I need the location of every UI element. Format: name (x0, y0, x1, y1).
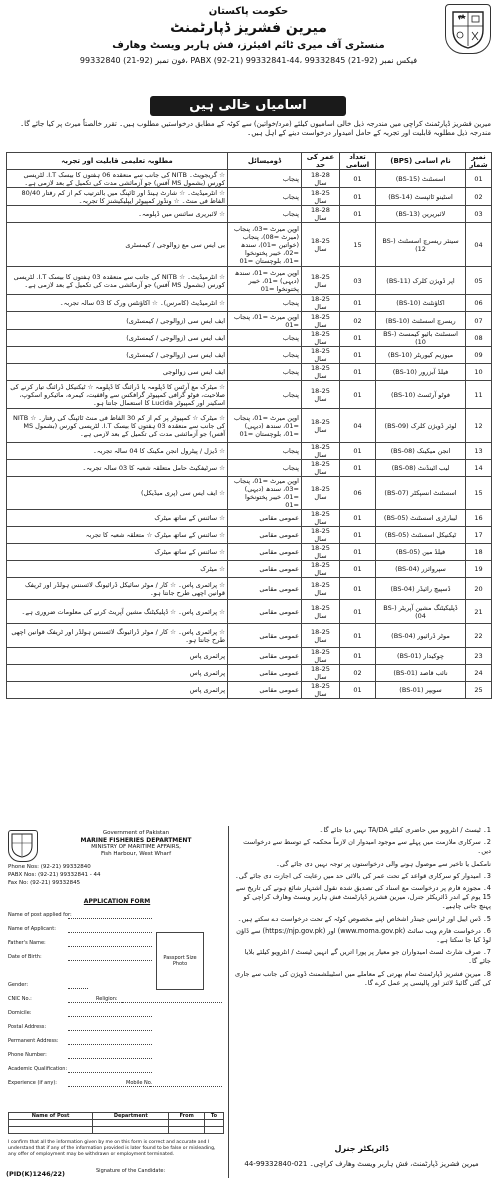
table-cell: 18-25 سال (302, 578, 340, 600)
table-row (7, 600, 492, 624)
table-cell: 01 (340, 527, 376, 544)
table-cell: 16 (466, 510, 492, 527)
table-cell: چوکیدار (BS-01) (376, 648, 466, 665)
column-header: تعداد اسامی (340, 153, 376, 170)
table-cell: 01 (340, 170, 376, 188)
table-cell: فیلڈ آبزرور (BS-10) (376, 364, 466, 381)
table-cell: 08 (466, 330, 492, 347)
instruction-item: 3۔ امیدوار کو سرکاری قواعد کے تحت عمر کی بالائی حد میں رعایت کی اجازت دی جائے گی۔ (234, 871, 491, 880)
table-cell: ☆ انٹرمیڈیٹ (کامرس)۔ ☆ اکاؤنٹس ورک کا 03 سالہ تجربہ۔ (7, 295, 228, 312)
table-cell: 01 (340, 443, 376, 460)
table-cell: عمومی مقامی (228, 648, 302, 665)
table-row (7, 624, 492, 648)
column-header: ڈومیسائل (228, 153, 302, 170)
table-cell: اوپن میرٹ =01، پنجاب =03، سندھ (دیہی) =01، خیبر پختونخوا =01 (228, 477, 302, 510)
form-field-label: Academic Qualification: (8, 1066, 68, 1072)
form-ministry: MINISTRY OF MARITIME AFFAIRS, (91, 844, 181, 850)
table-row (7, 170, 492, 188)
table-cell: 01 (340, 460, 376, 477)
table-cell: پنجاب (228, 443, 302, 460)
table-cell: ☆ ڈیزل / پیٹرول انجن مکینک کا 04 سالہ تجربہ۔ (7, 443, 228, 460)
table-cell: 05 (466, 267, 492, 295)
table-cell: 18-25 سال (302, 527, 340, 544)
table-cell: ☆ سائنس کے ساتھ میٹرک (7, 510, 228, 527)
table-row (7, 527, 492, 544)
form-dept: MARINE FISHERIES DEPARTMENT (80, 837, 192, 844)
director-general-title: ڈائریکٹر جنرل (334, 1144, 389, 1153)
table-row (7, 188, 492, 206)
table-row (7, 578, 492, 600)
table-cell: 18-25 سال (302, 600, 340, 624)
vacancies-table (6, 152, 492, 699)
table-cell: اوپن میرٹ =01، سندھ (دیہی) =01، خیبر پختونخوا =01 (228, 267, 302, 295)
instruction-item: نامکمل یا تاخیر سے موصول ہونے والی درخواستوں پر توجہ نہیں دی جائے گی۔ (275, 859, 491, 868)
govt-title: حکومت پاکستان (208, 6, 289, 17)
column-header: نمبر شمار (466, 153, 492, 170)
table-row[interactable] (9, 1127, 224, 1134)
table-cell: ایف ایس سی (زوالوجی / کیمسٹری) (7, 347, 228, 364)
table-row (7, 206, 492, 223)
table-cell: ☆ پرائمری پاس۔ ☆ کار / موٹر ڈرائیونگ لائسنس ہولڈر اور ٹریفک قوانین اچھی طرح جانتا ہو۔ (7, 624, 228, 648)
table-cell: پنجاب (228, 206, 302, 223)
table-cell: 01 (466, 170, 492, 188)
table-cell: عمومی مقامی (228, 624, 302, 648)
table-cell: پنجاب (228, 364, 302, 381)
table-cell: 18-25 سال (302, 561, 340, 578)
table-cell: ایف ایس سی (زوالوجی / کیمسٹری) (7, 330, 228, 347)
table-cell: 24 (466, 665, 492, 682)
table-row (7, 295, 492, 312)
form-field-line[interactable] (68, 1044, 152, 1045)
table-row (7, 544, 492, 561)
table-cell: سپروائزر (BS-04) (376, 561, 466, 578)
form-fax: Fax No: (92-21) 99332845 (8, 880, 81, 886)
form-phone: Phone Nos: (92-21) 99332840 (8, 864, 91, 870)
table-cell: 01 (340, 578, 376, 600)
table-cell: 18-25 سال (302, 347, 340, 364)
religion-line[interactable] (122, 1002, 222, 1003)
table-cell: موٹر ڈرائیور (BS-04) (376, 624, 466, 648)
table-cell: 02 (340, 665, 376, 682)
table-row (7, 312, 492, 330)
pid-number: (PID(K)1246/22) (6, 1170, 66, 1178)
column-header: مطلوبہ تعلیمی قابلیت اور تجربہ (7, 153, 228, 170)
application-form (6, 826, 229, 1178)
table-cell: 09 (466, 347, 492, 364)
table-cell: عمومی مقامی (228, 527, 302, 544)
table-cell: پرائمری پاس (7, 648, 228, 665)
table-row (7, 443, 492, 460)
table-cell: نائب قاصد (BS-01) (376, 665, 466, 682)
table-cell: عمومی مقامی (228, 600, 302, 624)
form-field-line[interactable] (68, 946, 152, 947)
table-cell: اسسٹنٹ بائیو کیمسٹ (BS-10) (376, 330, 466, 347)
form-location: Fish Harbour, West Wharf (100, 851, 172, 857)
table-cell: 18-25 سال (302, 381, 340, 409)
table-cell: 01 (340, 544, 376, 561)
table-cell: لیب اٹینڈنٹ (BS-08) (376, 460, 466, 477)
table-cell: 18-25 سال (302, 544, 340, 561)
column-header: نام اسامی (BPS) (376, 153, 466, 170)
form-field-line[interactable] (68, 960, 152, 961)
table-cell: اسسٹنٹ انسپکٹر (BS-07) (376, 477, 466, 510)
instruction-item: 2۔ سرکاری ملازمت میں پہلے سے موجود امیدوار ان لازماً محکمہ کے توسط سے درخواست دیں۔ (243, 838, 491, 856)
form-govt: Government of Pakistan (102, 830, 170, 836)
column-header: To (204, 1113, 223, 1120)
table-row (7, 510, 492, 527)
table-cell: عمومی مقامی (228, 544, 302, 561)
lower-section (6, 826, 491, 1178)
table-cell: 18-25 سال (302, 682, 340, 699)
table-cell: ٹیکنیکل اسسٹنٹ (BS-05) (376, 527, 466, 544)
table-cell: لوئر ڈویژن کلرک (BS-09) (376, 409, 466, 443)
table-cell: 03 (466, 206, 492, 223)
form-field-label: Postal Address: (8, 1024, 47, 1030)
table-row (7, 665, 492, 682)
table-cell: اکاؤنٹنٹ (BS-10) (376, 295, 466, 312)
table-cell: 18-25 سال (302, 665, 340, 682)
table-row (7, 223, 492, 267)
table-cell: ☆ میٹرک مع آرٹس کا ڈپلومہ یا ڈرائنگ کا ڈپلومہ ☆ ٹیکنیکل ڈرائنگ تیار کرنے کی صلاحیت، فوٹو گرافی کمپیوٹر گرافکس سے واقفیت، کیمرہ، مائیکرو اسکوپ، اسکینر اور کمپیوٹر Lucida کا استعمال جانتا ہو۔ (7, 381, 228, 409)
table-cell: ☆ سرٹیفکیٹ حامل متعلقہ شعبہ کا 03 سالہ تجربہ۔ (7, 460, 228, 477)
table-cell: 18-25 سال (302, 188, 340, 206)
table-cell: پنجاب (228, 170, 302, 188)
table-cell: پنجاب (228, 188, 302, 206)
table-row (7, 347, 492, 364)
table-cell: عمومی مقامی (228, 682, 302, 699)
mobile-line[interactable] (150, 1086, 222, 1087)
table-cell: ڈپلیکیٹنگ مشین آپریٹر (BS-04) (376, 600, 466, 624)
table-cell: سینئر ریسرچ اسسٹنٹ (BS-12) (376, 223, 466, 267)
table-cell: 01 (340, 347, 376, 364)
table-cell: 18-25 سال (302, 443, 340, 460)
form-field-label: Gender: (8, 982, 29, 988)
column-header: Department (93, 1113, 169, 1120)
table-cell: ریسرچ اسسٹنٹ (BS-10) (376, 312, 466, 330)
table-cell: پرائمری پاس (7, 665, 228, 682)
instructions-list (232, 826, 491, 988)
instruction-item: 5۔ ڈس ایبل اور ٹرانس جینڈر اشخاص اپنے مخصوص کوٹہ کے تحت درخواست دے سکتے ہیں۔ (237, 914, 491, 923)
table-cell: 17 (466, 527, 492, 544)
form-field-line[interactable] (68, 1016, 152, 1017)
table-cell: 01 (340, 600, 376, 624)
table-cell: عمومی مقامی (228, 510, 302, 527)
table-header-row (7, 153, 492, 170)
instruction-item: 8۔ میرین فشریز ڈپارٹمنٹ تمام بھرتی کے معاملے میں اسٹیبلشمنٹ ڈویژن کی جانب سے جاری کی گئی گائیڈ لائنز اور پالیسی پر عمل کرے گا۔ (234, 969, 491, 987)
form-field-label: Father's Name: (8, 940, 46, 946)
intro-text: میرین فشریز ڈپارٹمنٹ کراچی میں مندرجہ ذیل خالی اسامیوں کیلئے (مرد/خواتین) سے کوٹہ کے مطابق درخواستیں مطلوب ہیں۔ تقرر خالصتاً میرٹ پر کیا جائے گا۔ مندرجہ ذیل مطلوبہ قابلیت اور تجربہ کے حامل امیدوار درخواست دینے کے اہل ہیں۔ (20, 120, 491, 137)
table-cell: ☆ گریجویٹ۔ NITB کی جانب سے منعقدہ 06 ہفتوں کا بیسک I.T. لٹریسی کورس (بشمول MS آفس) جو آزمائشی مدت کی تکمیل کے بعد لازمی ہے۔ (7, 170, 228, 188)
table-cell: پرائمری پاس (7, 682, 228, 699)
department-title: میرین فشریز ڈپارٹمنٹ (170, 20, 327, 36)
form-field-line[interactable] (68, 932, 152, 933)
table-cell: 01 (340, 648, 376, 665)
table-cell: 14 (466, 460, 492, 477)
table-cell: 01 (340, 624, 376, 648)
column-header: عمر کی حد (302, 153, 340, 170)
table-cell: ایف ایس سی زوالوجی (7, 364, 228, 381)
table-cell: 20 (466, 578, 492, 600)
table-cell: ☆ سائنس کے ساتھ میٹرک ☆ متعلقہ شعبہ کا تجربہ (7, 527, 228, 544)
form-pabx: PABX Nos: (92-21) 99332841 - 44 (8, 872, 101, 878)
form-field-line[interactable] (68, 1086, 152, 1087)
form-field-label: Date of Birth: (8, 954, 42, 960)
table-cell: 18-25 سال (302, 364, 340, 381)
table-cell: ☆ سائنس کے ساتھ میٹرک (7, 544, 228, 561)
table-cell: 03 (340, 267, 376, 295)
ministry-line: منسٹری آف میری ٹائم افیئرز، فش ہاربر ویسٹ وھارف (112, 40, 385, 51)
table-cell: ☆ پرائمری پاس۔ ☆ ڈپلیکیٹنگ مشین آپریٹ کرنے کی معلومات ضروری ہے۔ (7, 600, 228, 624)
signoff-address: میرین فشریز ڈپارٹمنٹ، فش ہاربر ویسٹ وھارف کراچی۔ 021-99332840-44 (244, 1160, 479, 1168)
table-cell: 18-25 سال (302, 267, 340, 295)
column-header: Name of Post (9, 1113, 93, 1120)
table-cell: 19 (466, 561, 492, 578)
experience-table (8, 1112, 224, 1134)
form-field-line[interactable] (68, 1058, 152, 1059)
table-cell: 18 (466, 544, 492, 561)
table-cell: ☆ پرائمری پاس۔ ☆ کار / موٹر سائیکل ڈرائیونگ لائسنس ہولڈر اور ٹریفک قوانین اچھی طرح جانتا ہو۔ (7, 578, 228, 600)
form-field-label: Permanent Address: (8, 1038, 59, 1044)
photo-box[interactable] (156, 932, 204, 990)
table-cell: 18-25 سال (302, 460, 340, 477)
form-field-label: Name of post applied for: (8, 912, 72, 918)
table-cell: ☆ لائبریری سائنس میں ڈپلومہ۔ (7, 206, 228, 223)
table-cell: 02 (466, 188, 492, 206)
table-cell: عمومی مقامی (228, 578, 302, 600)
table-cell: پنجاب (228, 460, 302, 477)
table-cell: پنجاب (228, 381, 302, 409)
table-cell: 01 (340, 330, 376, 347)
table-cell: 01 (340, 188, 376, 206)
form-field-label: Domicile: (8, 1010, 32, 1016)
table-cell: 12 (466, 409, 492, 443)
table-row (7, 330, 492, 347)
table-cell: 23 (466, 648, 492, 665)
table-cell: 18-25 سال (302, 223, 340, 267)
table-cell: 01 (340, 381, 376, 409)
table-cell: 18-25 سال (302, 648, 340, 665)
table-cell: فیلڈ مین (BS-05) (376, 544, 466, 561)
table-cell: میوزیم کیوریٹر (BS-10) (376, 347, 466, 364)
table-cell: 25 (466, 682, 492, 699)
table-cell: 01 (340, 510, 376, 527)
table-cell: اوپن میرٹ =01، پنجاب =01 (228, 312, 302, 330)
table-cell: عمومی مقامی (228, 665, 302, 682)
table-row (7, 477, 492, 510)
table-cell: 07 (466, 312, 492, 330)
instruction-item: 1۔ ٹیسٹ / انٹرویو میں حاضری کیلئے TA/DA نہیں دیا جائے گا۔ (319, 826, 491, 834)
state-emblem-small-icon (8, 830, 38, 862)
table-cell: 01 (340, 561, 376, 578)
table-cell: اپر ڈویژن کلرک (BS-11) (376, 267, 466, 295)
experience-header-row (9, 1113, 224, 1120)
table-cell: 15 (340, 223, 376, 267)
table-cell: پنجاب (228, 330, 302, 347)
table-cell: 18-25 سال (302, 330, 340, 347)
header (0, 0, 497, 96)
table-cell: لیبارٹری اسسٹنٹ (BS-05) (376, 510, 466, 527)
table-cell: سویپر (BS-01) (376, 682, 466, 699)
table-row (7, 460, 492, 477)
form-field-label: Phone Number: (8, 1052, 47, 1058)
table-row (7, 409, 492, 443)
table-cell: 18-25 سال (302, 312, 340, 330)
form-field-line[interactable] (68, 1072, 152, 1073)
table-cell: 18-25 سال (302, 409, 340, 443)
form-field-label: Experience (if any): (8, 1080, 57, 1086)
table-cell: ☆ انٹرمیڈیٹ۔ ☆ NITB کی جانب سے منعقدہ 03 ہفتوں کا بیسک I.T. لٹریسی کورس (بشمول MS آفس) جو آزمائشی مدت کی تکمیل کے بعد لازمی ہے۔ (7, 267, 228, 295)
table-cell: 18-25 سال (302, 295, 340, 312)
column-header: From (169, 1113, 205, 1120)
table-cell: پنجاب (228, 347, 302, 364)
form-field-label: CNIC No.: (8, 996, 32, 1002)
table-cell: 01 (340, 206, 376, 223)
table-cell: 18-28 سال (302, 206, 340, 223)
instructions-column (232, 826, 491, 1178)
table-cell: 06 (466, 295, 492, 312)
form-field-line[interactable] (68, 988, 88, 989)
table-cell: اوپن میرٹ =01، پنجاب =01، سندھ (دیہی) =01، بلوچستان =01 (228, 409, 302, 443)
table-cell: اسسٹنٹ (BS-15) (376, 170, 466, 188)
table-cell: 01 (340, 682, 376, 699)
table-cell: 18-25 سال (302, 477, 340, 510)
religion-label: Religion: (96, 996, 118, 1002)
table-cell: عمومی مقامی (228, 561, 302, 578)
table-row (7, 682, 492, 699)
table-cell: 11 (466, 381, 492, 409)
table-cell: ایف ایس سی (زوالوجی / کیمسٹری) (7, 312, 228, 330)
table-row (7, 267, 492, 295)
table-row (7, 561, 492, 578)
signature-label: Signature of the Candidate: (96, 1168, 166, 1174)
form-field-line[interactable] (68, 918, 152, 919)
table-cell: لائبریرین (BS-13) (376, 206, 466, 223)
form-title: APPLICATION FORM (83, 898, 151, 905)
instruction-item: 4۔ مجوزہ فارم پر درخواست مع اسناد کی تصدیق شدہ نقول اشتہار شائع ہونے کی تاریخ سے 15 یوم کے اندر ڈائریکٹر جنرل، میرین فشریز ڈپارٹمنٹ فش ہاربر ویسٹ وھارف کراچی کو پہنچ جانی چاہیے۔ (235, 884, 491, 911)
phone-line: فون نمبر (92-21) 99332840، PABX (92-21) 99332841-44، فیکس نمبر (92-21) 99332845 (79, 56, 418, 65)
table-cell: فوٹو آرٹسٹ (BS-10) (376, 381, 466, 409)
table-cell: انجن میکینک (BS-08) (376, 443, 466, 460)
table-cell: 01 (340, 364, 376, 381)
table-cell: بی ایس سی مع زوالوجی / کیمسٹری (7, 223, 228, 267)
vacancies-banner: اسامیاں خالی ہیں (150, 96, 346, 116)
table-cell: ڈسپیچ رائیڈر (BS-04) (376, 578, 466, 600)
table-row[interactable] (9, 1120, 224, 1127)
instruction-item: 6۔ درخواست فارم ویب سائٹ (www.moma.gov.pk) اور (https://njp.gov.pk) سے ڈاؤن لوڈ کیا جا سکتا ہے۔ (236, 926, 491, 945)
photo-label: Passport Size Photo (163, 955, 197, 967)
table-cell: ☆ ایف ایس سی (پری میڈیکل) (7, 477, 228, 510)
table-cell: 01 (340, 295, 376, 312)
table-row (7, 648, 492, 665)
table-cell: 21 (466, 600, 492, 624)
form-field-label: Name of Applicant: (8, 926, 56, 932)
mobile-label: Mobile No. (126, 1080, 153, 1086)
table-cell: 18-25 سال (302, 510, 340, 527)
declaration-text: I confirm that all the information given by me on this form is correct and accurate and I understand that if any of the information provided is later found to be false or misleading, any offer of employment may be withdrawn or employment terminated. (8, 1140, 216, 1157)
table-cell: ☆ میٹرک (7, 561, 228, 578)
table-cell: 10 (466, 364, 492, 381)
table-row (7, 364, 492, 381)
table-cell: ☆ انٹرمیڈیٹ۔ ☆ شارٹ ہینڈ اور ٹائپنگ میں بالترتیب کم از کم رفتار 80/40 الفاظ فی منٹ۔ ☆ ونڈوز کمپیوٹر ایپلیکیشنز کا تجربہ۔ (7, 188, 228, 206)
table-cell: 15 (466, 477, 492, 510)
table-cell: 04 (340, 409, 376, 443)
table-cell: 22 (466, 624, 492, 648)
table-row (7, 381, 492, 409)
table-cell: 18-25 سال (302, 624, 340, 648)
table-cell: 06 (340, 477, 376, 510)
table-cell: 04 (466, 223, 492, 267)
table-cell: 18-28 سال (302, 170, 340, 188)
table-cell: اوپن میرٹ =03، پنجاب (میرٹ =08)، پنجاب (خواتین =01)، سندھ =02، خیبر پختونخوا =01، بلوچستان =01 (228, 223, 302, 267)
instruction-item: 7۔ صرف شارٹ لسٹ امیدواران جو معیار پر پورا اتریں گے انہیں ٹیسٹ / انٹرویو کیلئے بلایا جائے گا۔ (244, 948, 491, 966)
table-cell: 02 (340, 312, 376, 330)
table-cell: پنجاب (228, 295, 302, 312)
table-cell: ☆ میٹرک ☆ کمپیوٹر پر کم از کم 30 الفاظ فی منٹ ٹائپنگ کی رفتار۔ ☆ NITB کی جانب سے منعقدہ 03 ہفتوں کا بیسک I.T. لٹریسی کورس (بشمول MS آفس) جو آزمائشی مدت کی تکمیل کے بعد لازمی ہے۔ (7, 409, 228, 443)
table-cell: 13 (466, 443, 492, 460)
form-field-line[interactable] (68, 1030, 152, 1031)
table-cell: اسٹینو ٹائپسٹ (BS-14) (376, 188, 466, 206)
